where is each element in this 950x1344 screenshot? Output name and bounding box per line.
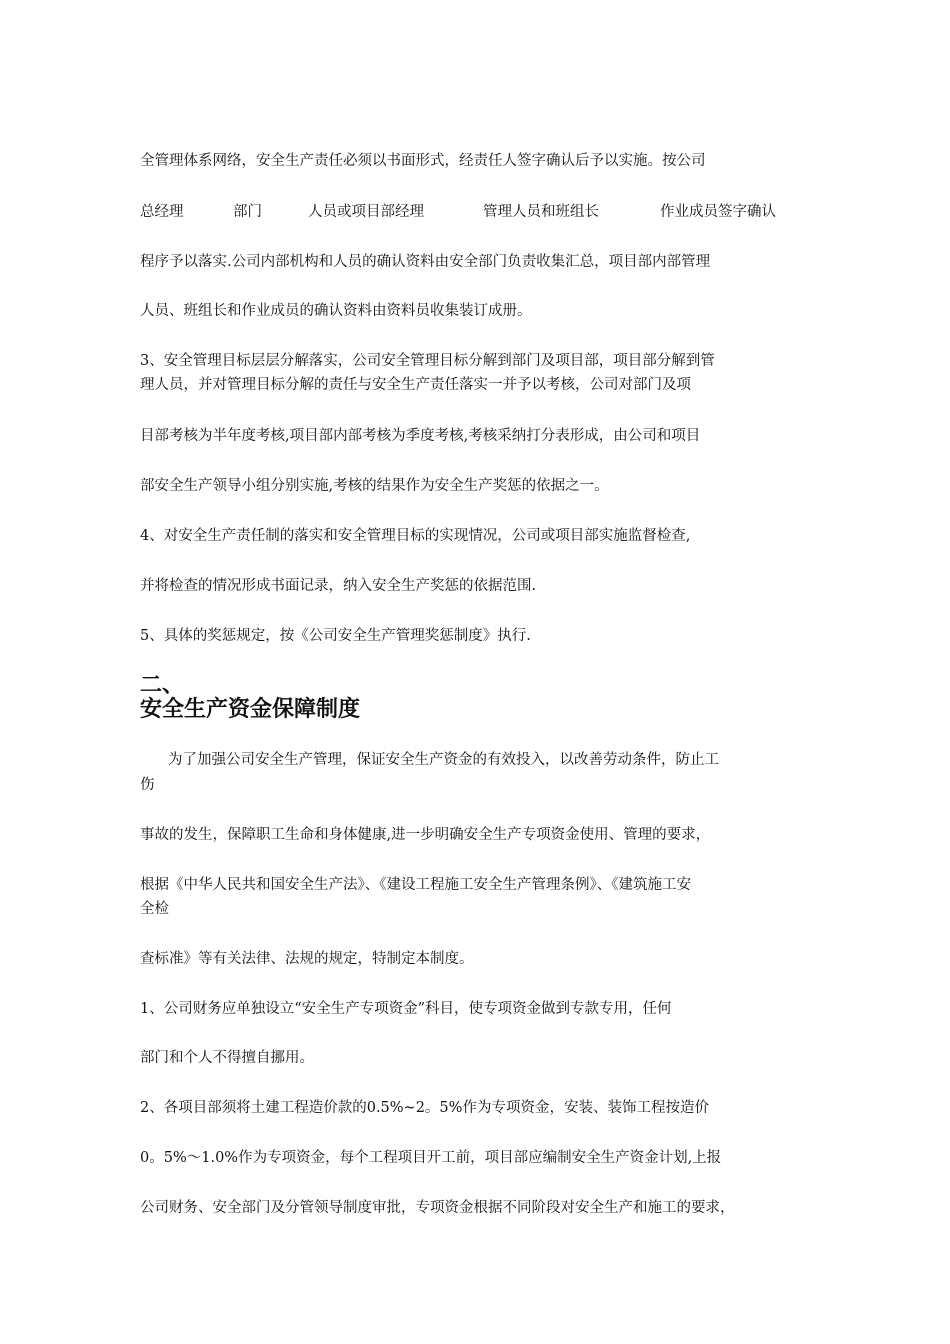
- section-number: 二、: [140, 673, 185, 698]
- text-line: 并将检查的情况形成书面记录，纳入安全生产奖惩的依据范围.: [140, 578, 537, 594]
- flow-item-project-manager: 人员或项目部经理: [308, 204, 424, 220]
- flow-item-team-leaders: 管理人员和班组长: [483, 204, 599, 220]
- paragraph-line: 为了加强公司安全生产管理，保证安全生产资金的有效投入，以改善劳动条件，防止工: [168, 752, 719, 768]
- section-title: 安全生产资金保障制度: [140, 697, 361, 722]
- text-line: 目部考核为半年度考核,项目部内部考核为季度考核,考核采纳打分表形成，由公司和项目: [140, 428, 701, 444]
- text-line: 理人员，并对管理目标分解的责任与安全生产责任落实一并予以考核，公司对部门及项: [140, 377, 691, 393]
- paragraph-line: 查标准》等有关法律、法规的规定，特制定本制度。: [140, 951, 474, 967]
- flow-item-department: 部门: [233, 204, 262, 220]
- flow-item-general-manager: 总经理: [140, 204, 184, 220]
- paragraph-line: 伤: [140, 777, 155, 793]
- paragraph-line: 部门和个人不得擅自挪用。: [140, 1050, 314, 1066]
- paragraph-line: 根据《中华人民共和国安全生产法》、《建设工程施工安全生产管理条例》、《建筑施工安: [140, 877, 691, 893]
- paragraph-line: 事故的发生，保障职工生命和身体健康,进一步明确安全生产专项资金使用、管理的要求，: [140, 827, 711, 843]
- text-line: 3、安全管理目标层层分解落实，公司安全管理目标分解到部门及项目部，项目部分解到管: [140, 353, 715, 369]
- text-line: 4、对安全生产责任制的落实和安全管理目标的实现情况，公司或项目部实施监督检查,: [140, 528, 691, 544]
- text-line: 5、具体的奖惩规定，按《公司安全生产管理奖惩制度》执行.: [140, 628, 531, 644]
- text-line: 全管理体系网络，安全生产责任必须以书面形式，经责任人签字确认后予以实施。按公司: [140, 153, 706, 169]
- text-line: 人员、班组长和作业成员的确认资料由资料员收集装订成册。: [140, 303, 532, 319]
- text-line: 部安全生产领导小组分别实施,考核的结果作为安全生产奖惩的依据之一。: [140, 478, 609, 494]
- text-line: 程序予以落实.公司内部机构和人员的确认资料由安全部门负责收集汇总，项目部内部管理: [140, 254, 711, 270]
- paragraph-line: 全检: [140, 901, 169, 917]
- paragraph-line: 公司财务、安全部门及分管领导制度审批，专项资金根据不同阶段对安全生产和施工的要求，: [140, 1200, 735, 1216]
- paragraph-line: 1、公司财务应单独设立“安全生产专项资金”科目，使专项资金做到专款专用，任何: [140, 1001, 672, 1017]
- paragraph-line: 0。5%～1.0%作为专项资金，每个工程项目开工前，项目部应编制安全生产资金计划,上报: [140, 1150, 722, 1166]
- paragraph-line: 2、各项目部须将土建工程造价款的0.5%~2。5%作为专项资金，安装、装饰工程按造价: [140, 1100, 709, 1116]
- flow-item-workers-sign: 作业成员签字确认: [660, 204, 776, 220]
